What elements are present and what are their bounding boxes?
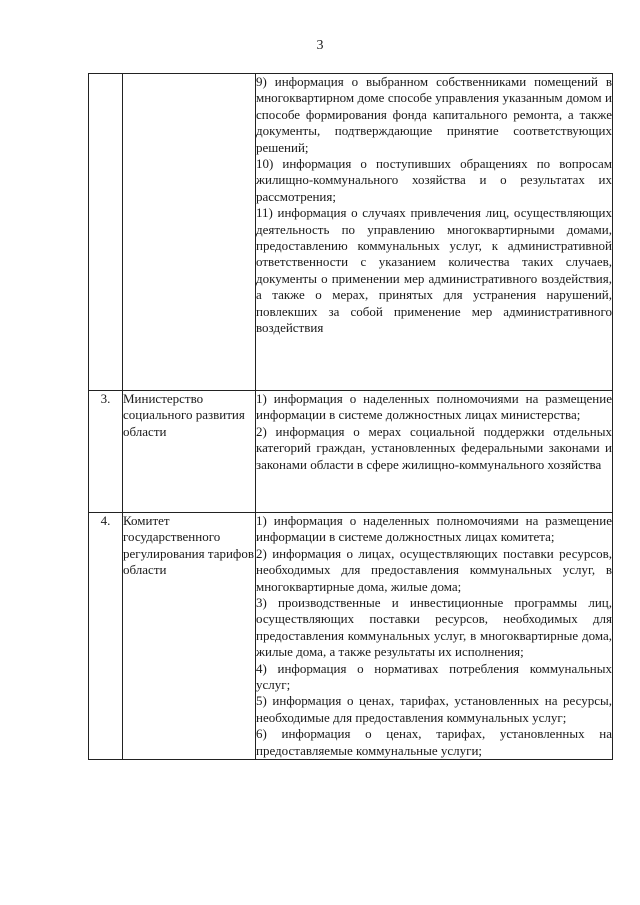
- information-item: 1) информация о наделенных полномочиями на размещение информации в системе должностных лицах министерства;: [256, 391, 612, 423]
- row-number: 3.: [89, 391, 123, 513]
- information-item: 10) информация о поступивших обращениях по вопросам жилищно-коммунального хозяйства и о результатах их рассмотрения;: [256, 156, 612, 204]
- information-item: 5) информация о ценах, тарифах, установленных на ресурсы, необходимые для предоставления коммунальных услуг;: [256, 693, 612, 725]
- information-item: 9) информация о выбранном собственниками помещений в многоквартирном доме способе управления указанным домом и способе формирования фонда капитального ремонта, а также документы, подтверждающие принятие соответствующих решений;: [256, 74, 612, 155]
- row-number: [89, 74, 123, 391]
- organization-name: [123, 74, 256, 391]
- table-row: [89, 513, 613, 760]
- information-table: [88, 73, 613, 760]
- organization-name: Министерство социального развития области: [123, 391, 256, 513]
- page-number: 3: [316, 38, 324, 53]
- information-item: 11) информация о случаях привлечения лиц, осуществляющих деятельность по управлению многоквартирными домами, предоставлению коммунальных услуг, к административной ответственности с указанием количества таких случаев, документы о применении мер административного воздействия, а также о мерах, принятых для устранения нарушений, повлекших за собой применение мер административного воздействия: [256, 205, 612, 336]
- information-list: [256, 513, 613, 760]
- table-row: [89, 74, 613, 391]
- row-number: 4.: [89, 513, 123, 760]
- information-item: 4) информация о нормативах потребления коммунальных услуг;: [256, 660, 612, 693]
- information-item: 3) производственные и инвестиционные программы лиц, осуществляющих поставки ресурсов, необходимых для предоставления коммунальных услуг, в многоквартирные дома, жилые дома, а также результаты их исполнения;: [256, 595, 612, 660]
- organization-name: Комитет государственного регулирования тарифов области: [123, 513, 256, 760]
- information-item: 6) информация о ценах, тарифах, установленных на предоставляемые коммунальные услуги;: [256, 726, 612, 758]
- information-item: 2) информация о лицах, осуществляющих поставки ресурсов, необходимых для предоставления коммунальных услуг, в многоквартирные дома, жилые дома;: [256, 545, 612, 594]
- information-item: 2) информация о мерах социальной поддержки отдельных категорий граждан, установленных федеральными законами и законами области в сфере жилищно-коммунального хозяйства: [256, 423, 612, 472]
- information-list: [256, 391, 613, 513]
- table-row: [89, 391, 613, 513]
- information-list: [256, 74, 613, 391]
- information-item: 1) информация о наделенных полномочиями на размещение информации в системе должностных лицах комитета;: [256, 513, 612, 545]
